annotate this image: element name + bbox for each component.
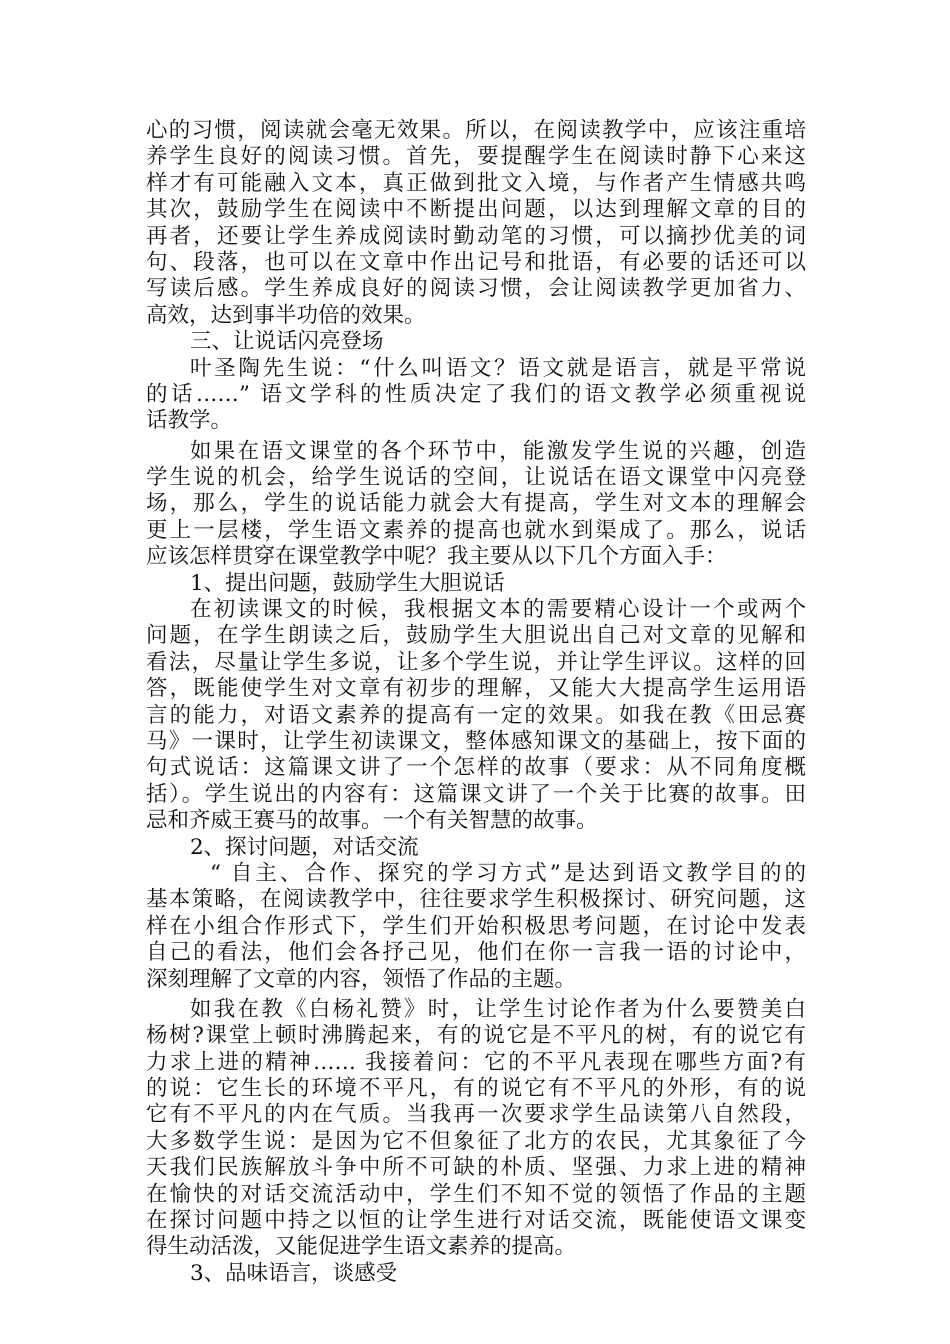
text-line: 自己的看法，他们会各抒己见，他们在你一言我一语的讨论中， xyxy=(146,940,806,966)
text-line: 养学生良好的阅读习惯。首先，要提醒学生在阅读时静下心来这 xyxy=(146,144,806,170)
text-line: 学生说的机会，给学生说话的空间，让说话在语文课堂中闪亮登 xyxy=(146,465,806,491)
text-line: 的话……” 语文学科的性质决定了我们的语文教学必须重视说 xyxy=(146,381,806,407)
text-line: 大多数学生说：是因为它不但象征了北方的农民，尤其象征了今 xyxy=(146,1128,806,1154)
text-line: 叶圣陶先生说：“什么叫语文？语文就是语言，就是平常说 xyxy=(190,355,806,381)
text-line: 更上一层楼，学生语文素养的提高也就水到渠成了。那么，说话 xyxy=(146,517,806,543)
text-line: 其次，鼓励学生在阅读中不断提出问题，以达到理解文章的目的 xyxy=(146,197,806,223)
text-line: 场，那么，学生的说话能力就会大有提高，学生对文本的理解会 xyxy=(146,491,806,517)
text-line: 杨树?课堂上顿时沸腾起来，有的说它是不平凡的树，有的说它有 xyxy=(146,1023,806,1049)
text-line: 基本策略，在阅读教学中，往往要求学生积极探讨、研究问题，这 xyxy=(146,887,806,913)
subsection-heading: 2、探讨问题，对话交流 xyxy=(190,834,419,860)
text-line: 力求上进的精神…… 我接着问：它的不平凡表现在哪些方面?有 xyxy=(146,1049,806,1075)
subsection-heading: 1、提出问题，鼓励学生大胆说话 xyxy=(190,570,505,596)
text-line: 的说：它生长的环境不平凡，有的说它有不平凡的外形，有的说 xyxy=(146,1076,806,1102)
text-line: 忌和齐威王赛马的故事。一个有关智慧的故事。 xyxy=(146,808,598,834)
text-line: 在探讨问题中持之以恒的让学生进行对话交流，既能使语文课变 xyxy=(146,1208,806,1234)
text-line: “ 自主、合作、探究的学习方式”是达到语文教学目的的 xyxy=(210,860,806,886)
text-line: 看法，尽量让学生多说，让多个学生说，并让学生评议。这样的回 xyxy=(146,649,806,675)
text-line: 天我们民族解放斗争中所不可缺的朴质、坚强、力求上进的精神 xyxy=(146,1155,806,1181)
subsection-heading: 3、品味语言，谈感受 xyxy=(190,1260,398,1286)
text-line: 写读后感。学生养成良好的阅读习惯，会让阅读教学更加省力、 xyxy=(146,276,806,302)
text-line: 再者，还要让学生养成阅读时勤动笔的习惯，可以摘抄优美的词 xyxy=(146,223,806,249)
text-line: 问题，在学生朗读之后，鼓励学生大胆说出自己对文章的见解和 xyxy=(146,623,806,649)
text-line: 它有不平凡的内在气质。当我再一次要求学生品读第八自然段， xyxy=(146,1102,806,1128)
text-line: 在初读课文的时候，我根据文本的需要精心设计一个或两个 xyxy=(190,597,806,623)
text-line: 话教学。 xyxy=(146,408,233,434)
section-heading: 三、让说话闪亮登场 xyxy=(190,329,384,355)
text-line: 如我在教《白杨礼赞》时，让学生讨论作者为什么要赞美白 xyxy=(190,996,806,1022)
text-line: 样在小组合作形式下，学生们开始积极思考问题，在讨论中发表 xyxy=(146,913,806,939)
text-line: 得生动活泼，又能促进学生语文素养的提高。 xyxy=(146,1234,577,1260)
text-line: 言的能力，对语文素养的提高有一定的效果。如我在教《田忌赛 xyxy=(146,702,806,728)
text-line: 在愉快的对话交流活动中，学生们不知不觉的领悟了作品的主题 xyxy=(146,1181,806,1207)
text-line: 马》一课时，让学生初读课文，整体感知课文的基础上，按下面的 xyxy=(146,728,806,754)
document-page xyxy=(146,118,806,1287)
text-line: 括）。学生说出的内容有：这篇课文讲了一个关于比赛的故事。田 xyxy=(146,781,806,807)
text-line: 答，既能使学生对文章有初步的理解，又能大大提高学生运用语 xyxy=(146,676,806,702)
text-line: 如果在语文课堂的各个环节中，能激发学生说的兴趣，创造 xyxy=(190,438,806,464)
text-line: 应该怎样贯穿在课堂教学中呢？我主要从以下几个方面入手： xyxy=(146,544,727,570)
text-line: 高效，达到事半功倍的效果。 xyxy=(146,302,426,328)
text-line: 心的习惯，阅读就会毫无效果。所以，在阅读教学中，应该注重培 xyxy=(146,118,806,143)
text-line: 句式说话：这篇课文讲了一个怎样的故事（要求：从不同角度概 xyxy=(146,755,806,781)
text-line: 深刻理解了文章的内容，领悟了作品的主题。 xyxy=(146,966,577,992)
text-line: 样才有可能融入文本，真正做到批文入境，与作者产生情感共鸣 xyxy=(146,170,806,196)
text-line: 句、段落，也可以在文章中作出记号和批语，有必要的话还可以 xyxy=(146,249,806,275)
